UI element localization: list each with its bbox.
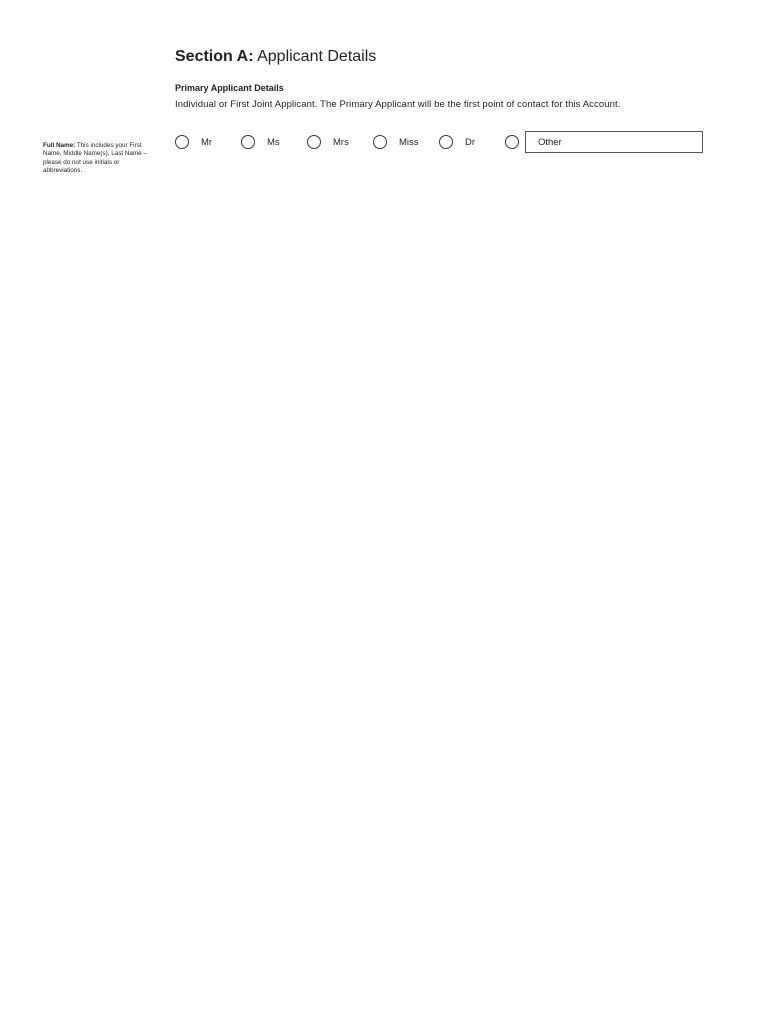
radio-icon[interactable]: [439, 135, 453, 149]
title-option-dr[interactable]: [439, 131, 475, 153]
title-option-label: Ms: [267, 136, 280, 148]
primary-applicant-heading: Primary Applicant Details: [175, 83, 284, 93]
full-name-note-title: Full Name:: [43, 142, 76, 149]
full-name-note-text: This includes your First Name, Middle Name(s), Last Name – please do not use initials or abbreviations.: [43, 142, 147, 174]
title-option-miss[interactable]: [373, 131, 419, 153]
title-option-ms[interactable]: [241, 131, 280, 153]
section-title-text: Applicant Details: [253, 48, 377, 65]
full-name-note: [43, 142, 153, 175]
radio-icon[interactable]: [307, 135, 321, 149]
title-other-field[interactable]: [525, 131, 703, 153]
section-title-prefix: Section A:: [175, 48, 254, 65]
title-option-label: Dr: [465, 136, 476, 148]
title-option-mrs[interactable]: [307, 131, 349, 153]
radio-icon[interactable]: [241, 135, 255, 149]
primary-applicant-description: Individual or First Joint Applicant. The Primary Applicant will be the first point of contact for this Account.: [175, 99, 621, 110]
section-title: [175, 48, 376, 66]
title-option-label: Miss: [399, 136, 419, 148]
radio-icon[interactable]: [373, 135, 387, 149]
title-options: [175, 131, 705, 153]
radio-icon[interactable]: [175, 135, 189, 149]
title-other-label: Other: [538, 136, 562, 148]
title-option-label: Mr: [201, 136, 213, 148]
radio-icon[interactable]: [505, 135, 519, 149]
title-option-label: Mrs: [333, 136, 349, 148]
title-option-mr[interactable]: [175, 131, 212, 153]
